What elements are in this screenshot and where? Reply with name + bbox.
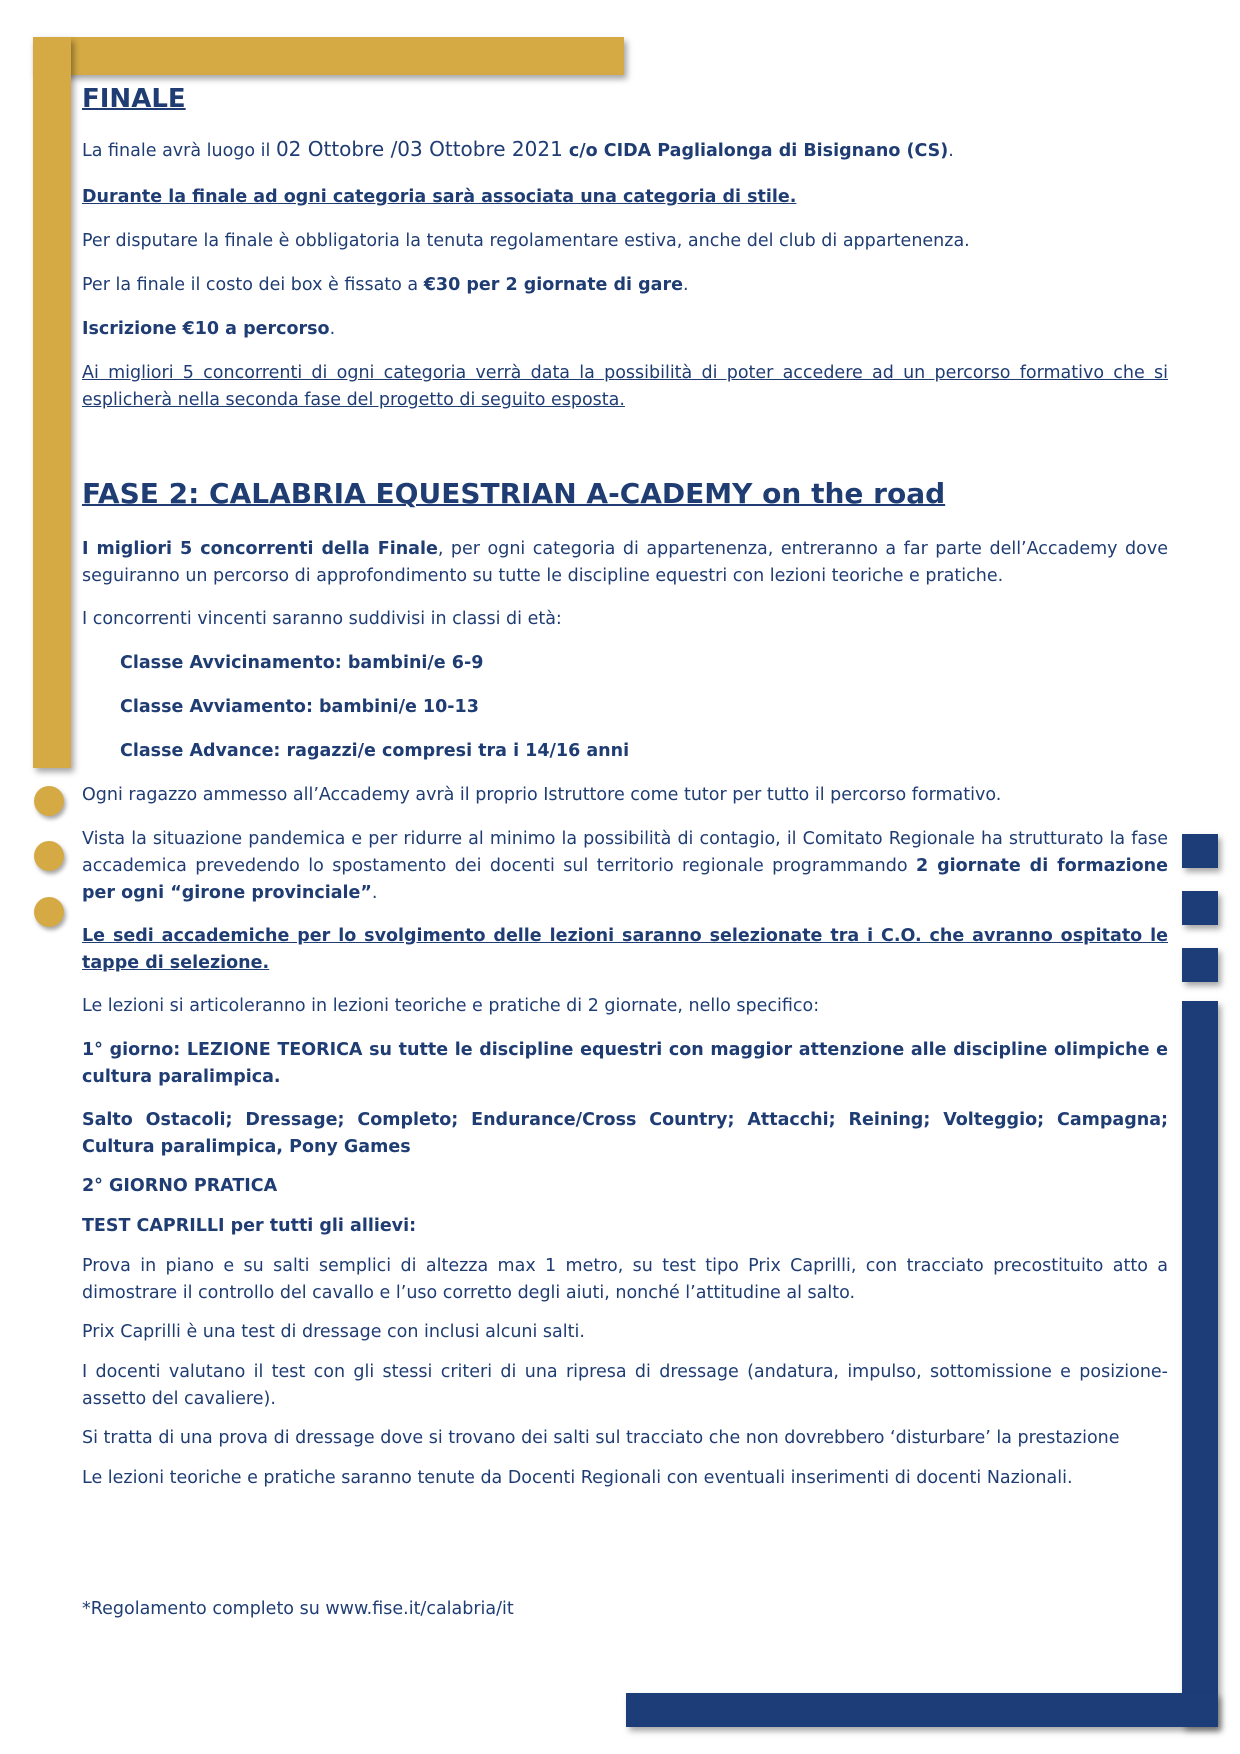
day2-practice: 2° GIORNO PRATICA: [82, 1176, 278, 1196]
test-caprilli-description: Prova in piano e su salti semplici di altezza max 1 metro, su test tipo Prix Caprilli, con tracciato precostituito atto a dimostrare il controllo del cavallo e l’uso corretto degli aiuti, nonché l’attitudine al salto.: [82, 1256, 1168, 1303]
fase2-tutor-note: Ogni ragazzo ammesso all’Accademy avrà il proprio Istruttore come tutor per tutto il percorso formativo.: [82, 785, 1002, 805]
fase2-heading: FASE 2: CALABRIA EQUESTRIAN A-CADEMY on the road: [82, 477, 946, 510]
footnote: *Regolamento completo su www.fise.it/calabria/it: [82, 1599, 514, 1619]
class-item-2: Classe Avviamento: bambini/e 10-13: [120, 697, 479, 717]
gold-dot-3: [34, 897, 64, 927]
class-item-3: Classe Advance: ragazzi/e compresi tra i 14/16 anni: [120, 741, 630, 761]
class-item-1: Classe Avvicinamento: bambini/e 6-9: [120, 653, 484, 673]
navy-bottom-bar: [626, 1693, 1218, 1727]
navy-square-1: [1182, 834, 1218, 868]
fase2-pandemic-note: Vista la situazione pandemica e per ridurre al minimo la possibilità di contagio, il Comitato Regionale ha strutturato la fase accademica prevedendo lo spostamento dei docenti sul territorio regionale programmando 2 giornate di formazione per ogni “girone provinciale”.: [82, 829, 1168, 903]
fase2-age-classes-intro: I concorrenti vincenti saranno suddivisi in classi di età:: [82, 609, 562, 629]
finale-heading: FINALE: [82, 84, 186, 114]
finale-category-note: Durante la finale ad ogni categoria sarà associata una categoria di stile.: [82, 187, 797, 207]
day1-theory: 1° giorno: LEZIONE TEORICA su tutte le discipline equestri con maggior attenzione alle discipline olimpiche e cultura paralimpica.: [82, 1040, 1168, 1087]
prix-caprilli-note: Prix Caprilli è una test di dressage con inclusi alcuni salti.: [82, 1322, 585, 1342]
fase2-intro: I migliori 5 concorrenti della Finale, per ogni categoria di appartenenza, entreranno a far parte dell’Accademy dove seguiranno un percorso di approfondimento su tutte le discipline equestri con lezioni teoriche e pratiche.: [82, 539, 1168, 586]
gold-top-bar: [33, 37, 624, 75]
navy-right-bar: [1182, 1001, 1218, 1727]
finale-best-five-note: Ai migliori 5 concorrenti di ogni categoria verrà data la possibilità di poter accedere ad un percorso formativo che si esplicherà nella seconda fase del progetto di seguito esposta.: [82, 363, 1168, 410]
dressage-jumps-note: Si tratta di una prova di dressage dove si trovano dei salti sul tracciato che non dovrebbero ‘disturbare’ la prestazione: [82, 1428, 1120, 1448]
finale-box-cost: Per la finale il costo dei box è fissato a €30 per 2 giornate di gare.: [82, 275, 689, 295]
disciplines-list: Salto Ostacoli; Dressage; Completo; Endurance/Cross Country; Attacchi; Reining; Volteggio; Campagna; Cultura paralimpica, Pony Games: [82, 1110, 1169, 1157]
gold-dot-2: [34, 841, 64, 871]
teachers-note: Le lezioni teoriche e pratiche saranno tenute da Docenti Regionali con eventuali inserimenti di docenti Nazionali.: [82, 1468, 1073, 1488]
gold-dot-1: [34, 786, 64, 816]
test-caprilli-title: TEST CAPRILLI per tutti gli allievi:: [82, 1216, 417, 1236]
finale-date-paragraph: La finale avrà luogo il 02 Ottobre /03 Ottobre 2021 c/o CIDA Paglialonga di Bisignano (CS).: [82, 137, 954, 161]
evaluation-criteria: I docenti valutano il test con gli stessi criteri di una ripresa di dressage (andatura, impulso, sottomissione e posizione-assetto del cavaliere).: [82, 1362, 1168, 1409]
finale-registration-fee: Iscrizione €10 a percorso.: [82, 319, 336, 339]
fase2-lessons-intro: Le lezioni si articoleranno in lezioni teoriche e pratiche di 2 giornate, nello specifico:: [82, 996, 820, 1016]
navy-square-2: [1182, 891, 1218, 925]
gold-left-bar: [33, 37, 71, 768]
navy-square-3: [1182, 948, 1218, 982]
fase2-venues-note: Le sedi accademiche per lo svolgimento delle lezioni saranno selezionate tra i C.O. che avranno ospitato le tappe di selezione.: [82, 926, 1168, 973]
finale-dress-code: Per disputare la finale è obbligatoria la tenuta regolamentare estiva, anche del club di appartenenza.: [82, 231, 970, 251]
